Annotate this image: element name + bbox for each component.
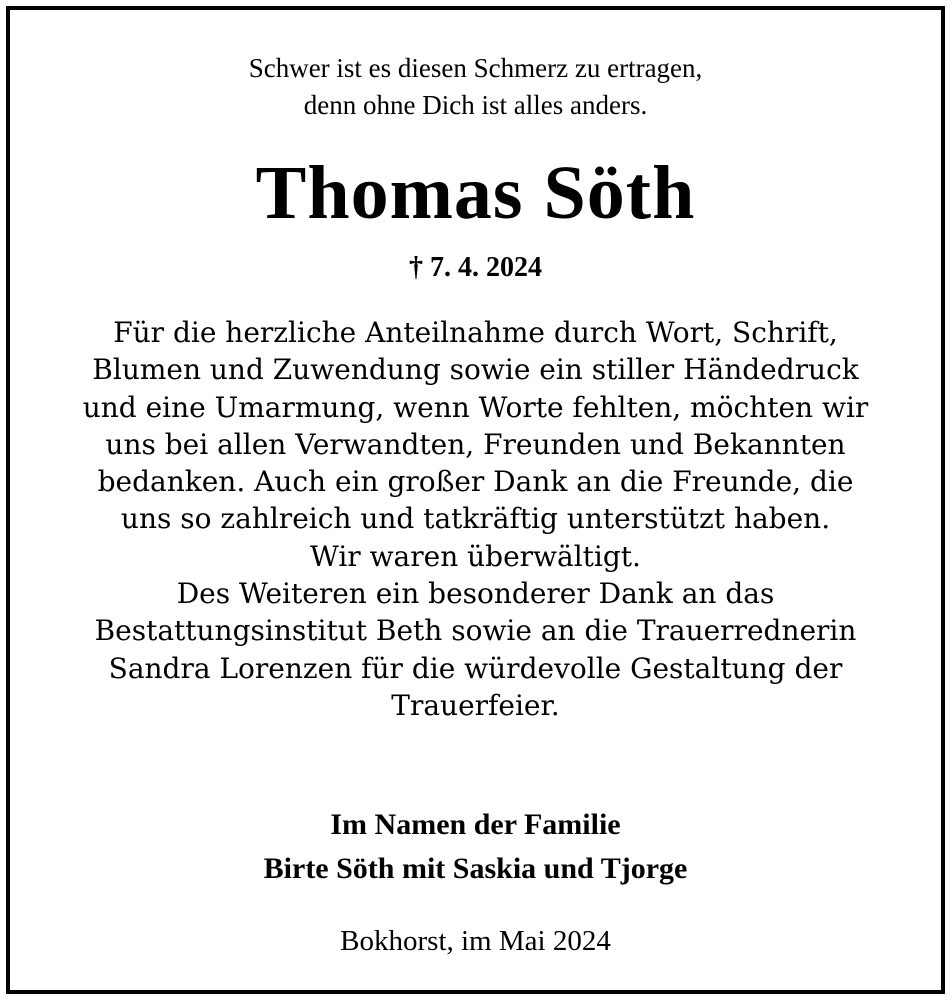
thanks-line: Des Weiteren ein besonderer Dank an das: [176, 577, 775, 611]
intro-line: Schwer ist es diesen Schmerz zu ertragen,: [248, 53, 703, 83]
thanks-line: Trauerfeier.: [391, 688, 560, 722]
thanks-line: Sandra Lorenzen für die würdevolle Gestaltung der: [108, 651, 843, 685]
thanks-line: Blumen und Zuwendung sowie ein stiller Händedruck: [92, 353, 859, 387]
family-signature: [10, 803, 941, 891]
thanks-text: [30, 314, 921, 724]
thanks-line: Für die herzliche Anteilnahme durch Wort, Schrift,: [113, 316, 838, 349]
thanks-line: uns bei allen Verwandten, Freunden und Bekannten: [105, 427, 846, 461]
signature-line: Im Namen der Familie: [330, 808, 621, 841]
thanks-line: uns so zahlreich und tatkräftig unterstützt haben.: [120, 502, 831, 536]
thanks-line: Wir waren überwältigt.: [310, 539, 641, 573]
intro-verse: [10, 50, 941, 124]
thanks-line: und eine Umarmung, wenn Worte fehlten, möchten wir: [82, 390, 869, 424]
thanks-line: bedanken. Auch ein großer Dank an die Freunde, die: [97, 465, 854, 499]
signature-line: Birte Söth mit Saskia und Tjorge: [263, 852, 688, 885]
obituary-frame: [6, 6, 945, 994]
death-date: † 7. 4. 2024: [409, 252, 542, 283]
place-and-date: Bokhorst, im Mai 2024: [340, 925, 611, 957]
intro-line: denn ohne Dich ist alles anders.: [303, 90, 648, 120]
thanks-line: Bestattungsinstitut Beth sowie an die Trauerrednerin: [94, 614, 857, 648]
deceased-name: Thomas Söth: [255, 151, 696, 235]
obituary-content: [10, 10, 941, 990]
